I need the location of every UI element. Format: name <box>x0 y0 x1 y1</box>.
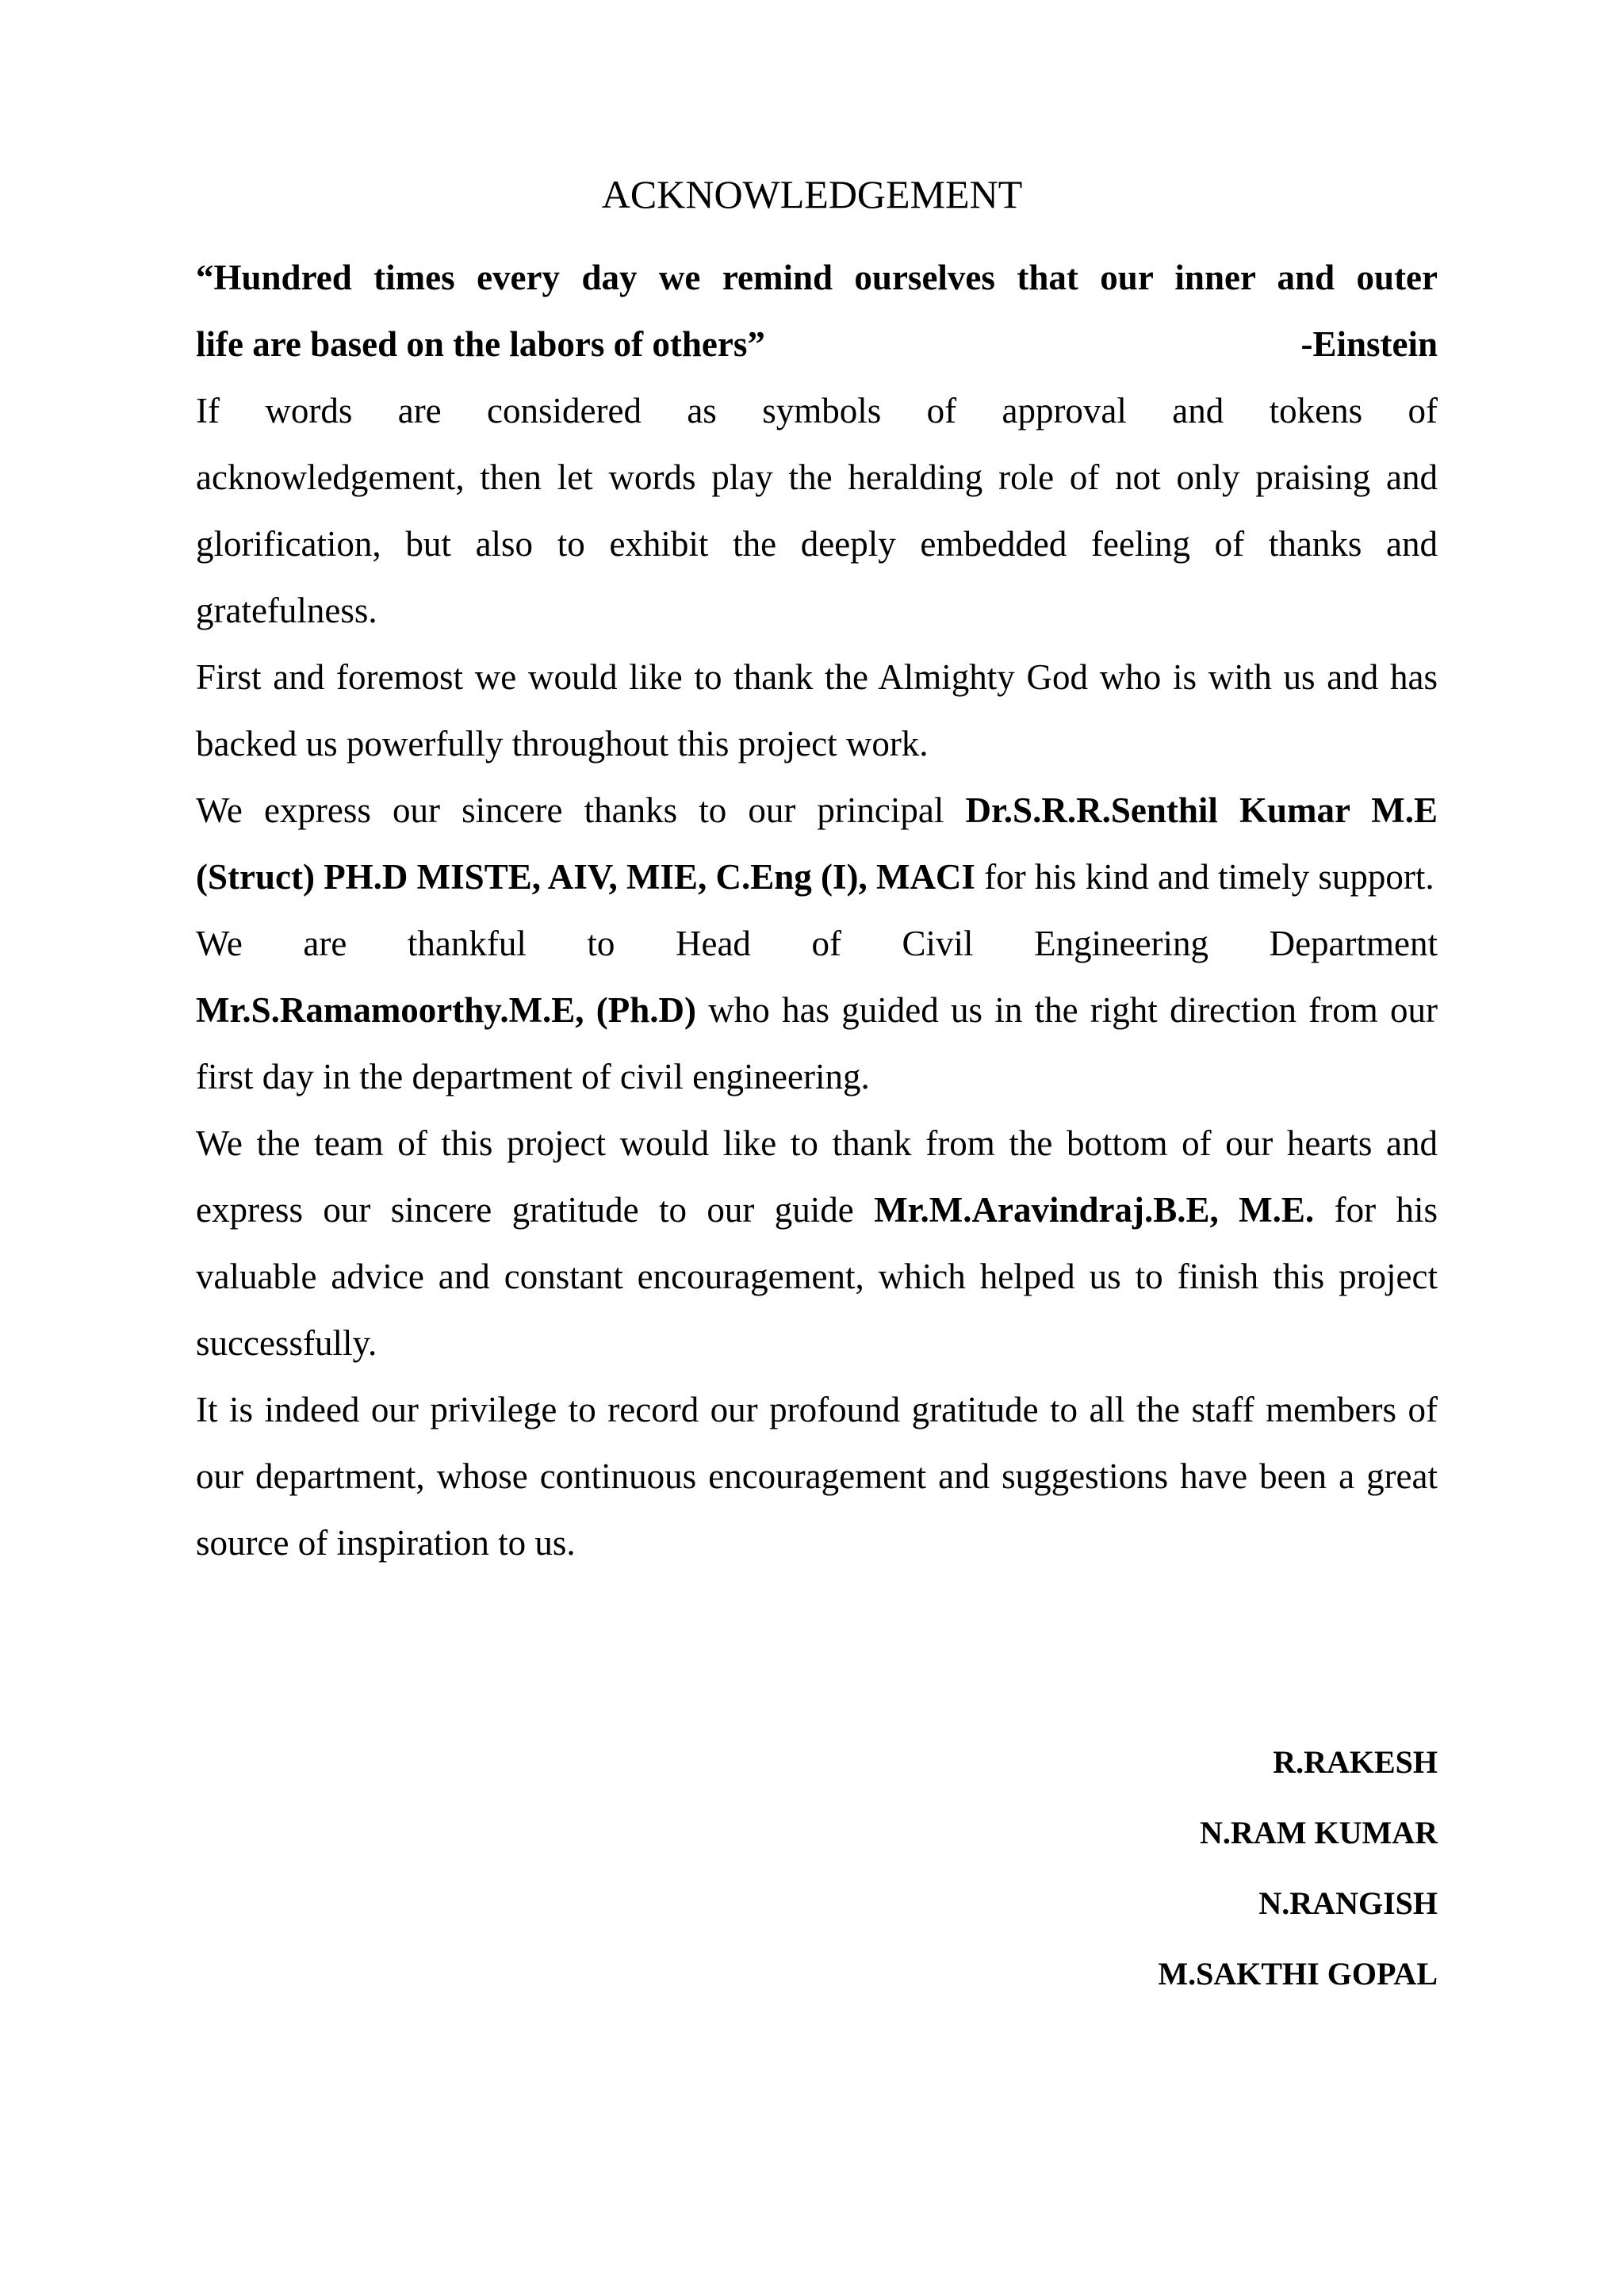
paragraph-almighty: First and foremost we would like to thank the Almighty God who is with us and has backed us powerfully throughout this project work. <box>196 657 1438 763</box>
hod-outro: who has guided us in the right direction from our first day in the department of civil engineering. <box>196 990 1438 1096</box>
quote-line-2 <box>196 311 1438 377</box>
quote-text-end: life are based on the labors of others” <box>196 324 765 364</box>
paragraph-words-rest: acknowledgement, then let words play the heralding role of not only praising and glorification, but also to exhibit the deeply embedded feeling of thanks and gratefulness. <box>196 457 1438 630</box>
principal-name: Dr.S.R.R.Senthil Kumar M.E (Struct) PH.D MISTE, AIV, MIE, C.Eng (I), MACI <box>196 790 1438 897</box>
paragraph-words <box>196 377 1438 644</box>
signature-name: N.RANGISH <box>1258 1885 1438 1921</box>
acknowledgement-body <box>196 244 1438 1576</box>
paragraph-hod <box>196 910 1438 1110</box>
quote-author: -Einstein <box>1300 324 1438 364</box>
paragraph-principal <box>196 777 1438 910</box>
guide-outro: for his valuable advice and constant encouragement, which helped us to finish this project successfully. <box>196 1190 1438 1363</box>
quote-line-1: “Hundred times every day we remind ourselves that our inner and outer <box>196 258 1438 297</box>
signature-name: M.SAKTHI GOPAL <box>1158 1956 1438 1992</box>
paragraph-staff: It is indeed our privilege to record our profound gratitude to all the staff members of our department, whose continuous encouragement and suggestions have been a great source of inspiration to us. <box>196 1390 1438 1563</box>
guide-name: Mr.M.Aravindraj.B.E, M.E. <box>874 1190 1315 1230</box>
hod-name: Mr.S.Ramamoorthy.M.E, (Ph.D) <box>196 990 697 1030</box>
principal-outro: for his kind and timely support. <box>975 857 1434 897</box>
hod-line-1: We are thankful to Head of Civil Engineering Department <box>196 924 1438 963</box>
guide-intro: We the team of this project would like to thank from the bottom of our hearts and express our sincere gratitude to our guide <box>196 1123 1438 1230</box>
signature-name: N.RAM KUMAR <box>1200 1815 1438 1850</box>
page-title: ACKNOWLEDGEMENT <box>601 172 1023 216</box>
signature-block <box>1158 1727 1438 2009</box>
einstein-quote <box>196 244 1438 377</box>
principal-intro: We express our sincere thanks to our principal <box>196 790 966 830</box>
paragraph-words-line-1: If words are considered as symbols of approval and tokens of <box>196 391 1438 430</box>
signature-name: R.RAKESH <box>1273 1744 1438 1780</box>
paragraph-guide <box>196 1110 1438 1376</box>
